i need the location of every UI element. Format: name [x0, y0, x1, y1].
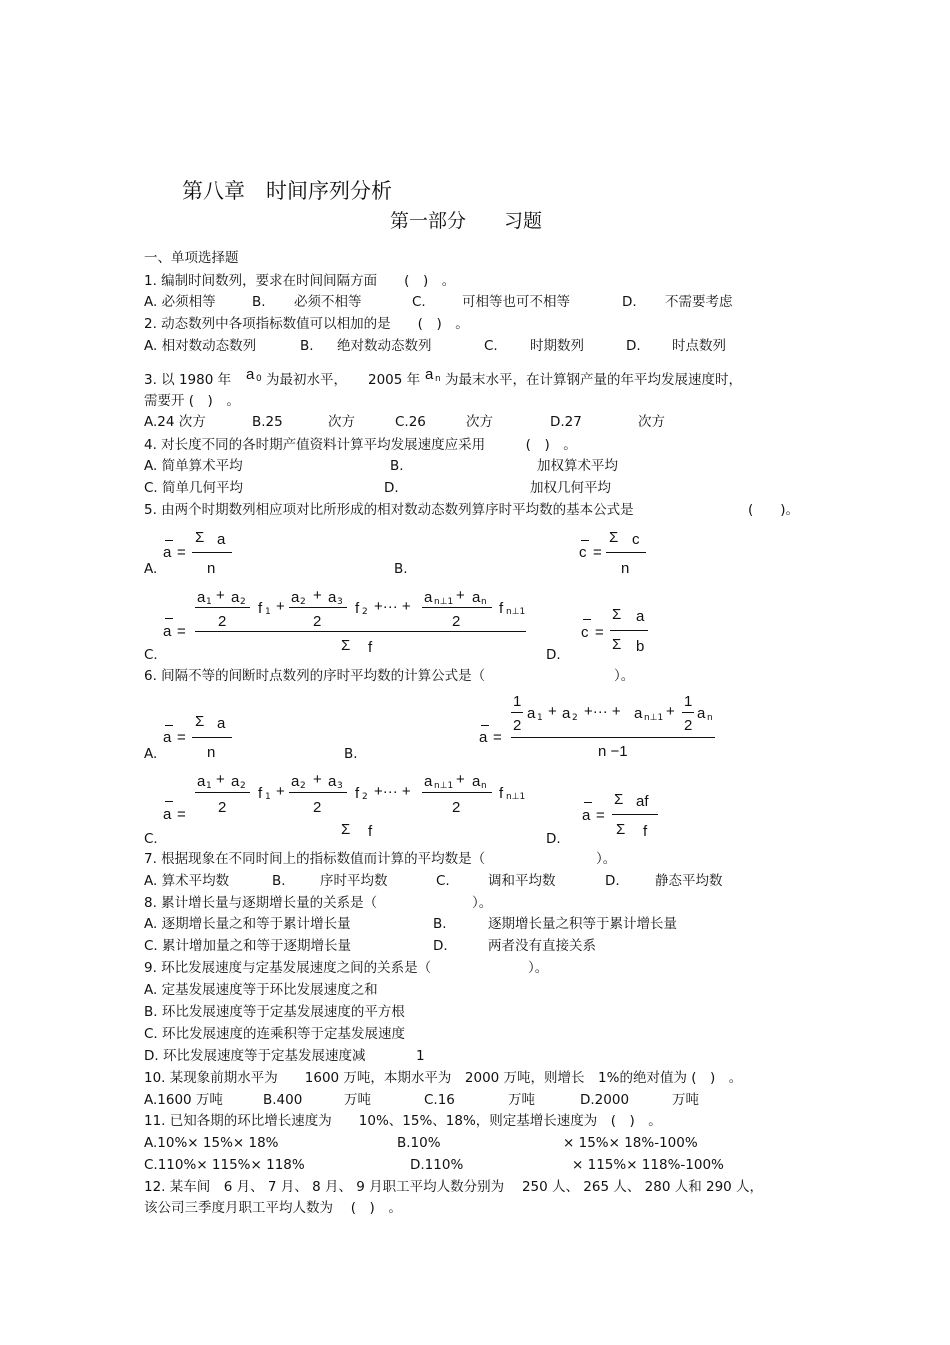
q7-option-b: 序时平均数: [320, 873, 388, 889]
q6-stem: 6. 间隔不等的间断时点数列的序时平均数的计算公式是（: [144, 668, 486, 684]
q4-option-d-letter: D.: [384, 480, 399, 496]
q8-paren: ）。: [472, 895, 493, 911]
q7-option-c-letter: C.: [436, 873, 450, 889]
sigma-symbol: Σ: [614, 791, 624, 808]
q12-line2: 该公司三季度月职工平均人数为 ( ) 。: [144, 1200, 402, 1216]
sigma-symbol: Σ: [616, 821, 626, 838]
q3-part3: 2005 年: [368, 372, 421, 388]
sigma-symbol: Σ: [341, 637, 351, 654]
q5-option-c-label: C.: [144, 647, 158, 663]
q7-stem: 7. 根据现象在不同时间上的指标数值而计算的平均数是（: [144, 851, 486, 867]
q6-option-a-label: A.: [144, 746, 158, 762]
q12-line1: 12. 某车间 6 月、 7 月、 8 月、 9 月职工平均人数分别为 250 人、 265 人、 280 人和 290 人，: [144, 1179, 764, 1195]
q11-option-d: × 115%× 118%-100%: [572, 1157, 724, 1173]
q11-option-d-letter: D.110%: [410, 1157, 464, 1173]
q4-option-a: A. 简单算术平均: [144, 458, 243, 474]
q1-option-b: 必须不相等: [294, 294, 362, 310]
q2-option-c: 时期数列: [530, 338, 584, 354]
q3-part1: 3. 以 1980 年: [144, 372, 232, 388]
q6-paren: ）。: [614, 668, 635, 684]
q9-option-b: B. 环比发展速度等于定基发展速度的平方根: [144, 1004, 405, 1020]
q3-option-d-letter: D.27: [550, 414, 582, 430]
q10-option-c-letter: C.16: [424, 1092, 455, 1108]
q5-option-a-label: A.: [144, 561, 158, 577]
q2-option-c-letter: C.: [484, 338, 498, 354]
q3-line2: 需要开 ( ) 。: [144, 393, 240, 409]
q3-part4: 为最末水平，在计算钢产量的年平均发展速度时，: [445, 372, 742, 388]
q8-stem: 8. 累计增长量与逐期增长量的关系是（: [144, 895, 378, 911]
q10-option-d-letter: D.2000: [580, 1092, 630, 1108]
section-heading: 一、单项选择题: [144, 250, 239, 266]
q5-option-b-label: B.: [394, 561, 408, 577]
q3-a0: a: [246, 366, 255, 383]
sigma-symbol: Σ: [612, 636, 622, 653]
sigma-symbol: Σ: [341, 821, 351, 838]
q9-option-c: C. 环比发展速度的连乘积等于定基发展速度: [144, 1026, 406, 1042]
q8-option-b-letter: B.: [433, 916, 447, 932]
part-title: 第一部分 习题: [390, 210, 543, 232]
q3-option-d: 次方: [638, 414, 665, 430]
q3-an-sub: n: [435, 374, 441, 384]
q1-option-b-letter: B.: [252, 294, 266, 310]
q4-option-b-letter: B.: [390, 458, 404, 474]
q1-option-d-letter: D.: [622, 294, 637, 310]
q8-option-d: 两者没有直接关系: [488, 938, 596, 954]
sigma-symbol: Σ: [612, 606, 622, 623]
q8-option-c: C. 累计增加量之和等于逐期增长量: [144, 938, 352, 954]
q10-option-a: A.1600 万吨: [144, 1092, 223, 1108]
q3-a0-sub: 0: [256, 374, 262, 384]
q3-option-b-letter: B.25: [252, 414, 283, 430]
q7-option-d: 静态平均数: [655, 873, 723, 889]
q3-option-c-letter: C.26: [395, 414, 426, 430]
q11-option-b: × 15%× 18%-100%: [563, 1135, 698, 1151]
chapter-title: 第八章 时间序列分析: [182, 179, 392, 203]
q3-part2: 为最初水平，: [266, 372, 347, 388]
q1-option-c-letter: C.: [412, 294, 426, 310]
q1-option-a: A. 必须相等: [144, 294, 216, 310]
q9-paren: ）。: [528, 960, 549, 976]
q7-option-b-letter: B.: [272, 873, 286, 889]
q11-stem: 11. 已知各期的环比增长速度为 10%、15%、18%，则定基增长速度为 ( ) 。: [144, 1113, 662, 1129]
q9-option-d: D. 环比发展速度等于定基发展速度减: [144, 1048, 366, 1064]
q2-option-b: 绝对数动态数列: [337, 338, 432, 354]
q5-paren: ( )。: [748, 502, 800, 518]
q3-an: a: [425, 366, 434, 383]
q3-option-a: A.24 次方: [144, 414, 206, 430]
q4-option-c: C. 简单几何平均: [144, 480, 244, 496]
q11-option-c: C.110%× 115%× 118%: [144, 1157, 305, 1173]
q5-option-d-label: D.: [546, 647, 561, 663]
q10-option-b-letter: B.400: [263, 1092, 303, 1108]
q8-option-d-letter: D.: [433, 938, 448, 954]
q5-stem: 5. 由两个时期数列相应项对比所形成的相对数动态数列算序时平均数的基本公式是: [144, 502, 634, 518]
q2-stem: 2. 动态数列中各项指标数值可以相加的是 ( ) 。: [144, 316, 469, 332]
q9-option-a: A. 定基发展速度等于环比发展速度之和: [144, 982, 378, 998]
q1-option-d: 不需要考虑: [665, 294, 733, 310]
q10-option-d: 万吨: [672, 1092, 699, 1108]
q3-option-c: 次方: [466, 414, 493, 430]
q3-option-b: 次方: [328, 414, 355, 430]
q6-option-b-label: B.: [344, 746, 358, 762]
sigma-symbol: Σ: [195, 529, 205, 546]
q2-option-a: A. 相对数动态数列: [144, 338, 257, 354]
q4-stem: 4. 对长度不同的各时期产值资料计算平均发展速度应采用 ( ) 。: [144, 437, 577, 453]
q10-option-b: 万吨: [344, 1092, 371, 1108]
q7-paren: ）。: [596, 851, 617, 867]
q9-stem: 9. 环比发展速度与定基发展速度之间的关系是（: [144, 960, 432, 976]
q11-option-b-letter: B.10%: [397, 1135, 441, 1151]
q2-option-b-letter: B.: [300, 338, 314, 354]
q1-option-c: 可相等也可不相等: [462, 294, 570, 310]
q7-option-a: A. 算术平均数: [144, 873, 230, 889]
q4-option-b: 加权算术平均: [537, 458, 618, 474]
q11-option-a: A.10%× 15%× 18%: [144, 1135, 279, 1151]
q6-option-d-label: D.: [546, 831, 561, 847]
sigma-symbol: Σ: [195, 713, 205, 730]
q8-option-a: A. 逐期增长量之和等于累计增长量: [144, 916, 351, 932]
q1-stem: 1. 编制时间数列，要求在时间间隔方面 ( ) 。: [144, 273, 456, 289]
q7-option-c: 调和平均数: [488, 873, 556, 889]
q2-option-d: 时点数列: [672, 338, 726, 354]
q4-option-d: 加权几何平均: [530, 480, 611, 496]
sigma-symbol: Σ: [609, 529, 619, 546]
q7-option-d-letter: D.: [605, 873, 620, 889]
q10-option-c: 万吨: [508, 1092, 535, 1108]
q6-option-c-label: C.: [144, 831, 158, 847]
q8-option-b: 逐期增长量之积等于累计增长量: [488, 916, 677, 932]
q10-stem: 10. 某现象前期水平为 1600 万吨，本期水平为 2000 万吨，则增长 1%的绝对值为 ( ) 。: [144, 1070, 743, 1086]
q9-option-d-number: 1: [416, 1048, 425, 1064]
q2-option-d-letter: D.: [626, 338, 641, 354]
